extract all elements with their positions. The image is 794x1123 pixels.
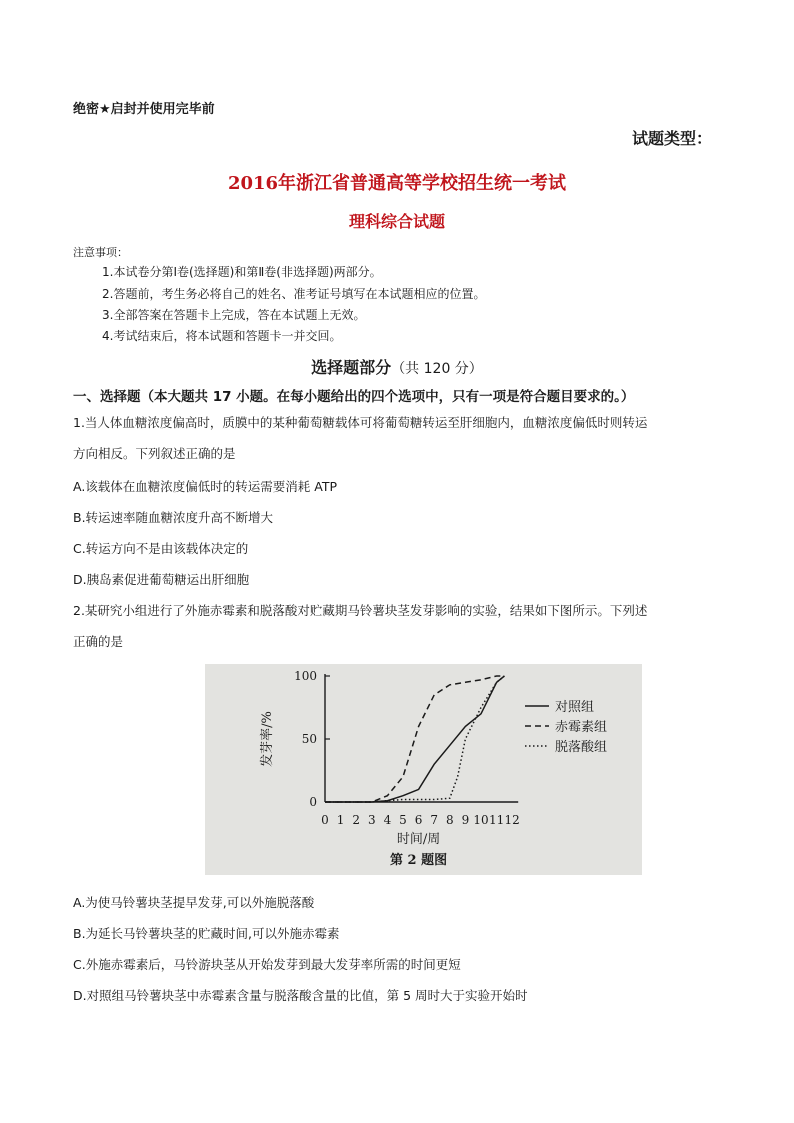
series-line-1 <box>325 676 504 802</box>
x-tick-label: 9 <box>461 813 470 827</box>
section-title <box>0 355 794 378</box>
x-tick-label: 8 <box>445 813 454 827</box>
legend-label: 脱落酸组 <box>555 740 608 755</box>
legend-label: 赤霉素组 <box>555 720 608 735</box>
question-1-stem: 1.当人体血糖浓度偏高时，质膜中的某种葡萄糖载体可将葡萄糖转运至肝细胞内，血糖浓度偏低时则转运 <box>73 415 648 430</box>
question-1-option-c: C.转运方向不是由该载体决定的 <box>73 541 249 556</box>
note-item: 2.答题前，考生务必将自己的姓名、准考证号填写在本试题相应的位置。 <box>102 287 486 301</box>
x-axis-label: 时间/周 <box>396 832 441 847</box>
question-type-label: 试题类型： <box>631 129 712 148</box>
y-tick-label: 0 <box>309 795 317 809</box>
note-item: 3.全部答案在答题卡上完成，答在本试题上无效。 <box>102 308 366 322</box>
chart-svg <box>205 664 642 875</box>
x-tick-label: 10 <box>473 813 489 827</box>
note-item: 1.本试卷分第Ⅰ卷(选择题)和第Ⅱ卷(非选择题)两部分。 <box>102 265 382 279</box>
y-tick-label: 100 <box>294 669 317 683</box>
exam-subtitle: 理科综合试题 <box>348 212 445 231</box>
x-tick-label: 11 <box>488 813 505 827</box>
question-1-option-a: A.该载体在血糖浓度偏低时的转运需要消耗 ATP <box>73 479 338 494</box>
x-tick-label: 4 <box>383 813 392 827</box>
legend-label: 对照组 <box>555 700 595 715</box>
x-tick-label: 6 <box>414 813 423 827</box>
x-tick-label: 1 <box>336 813 345 827</box>
notes-heading: 注意事项： <box>73 246 128 259</box>
x-tick-label: 5 <box>399 813 407 827</box>
question-2-option-b: B.为延长马铃薯块茎的贮藏时间,可以外施赤霉素 <box>73 926 340 941</box>
exam-title: 2016年浙江省普通高等学校招生统一考试 <box>227 173 567 194</box>
x-tick-label: 12 <box>504 813 520 827</box>
section-score: （共 120 分） <box>391 361 483 377</box>
question-1-stem-cont: 方向相反。下列叙述正确的是 <box>73 446 236 461</box>
question-2-stem: 2.某研究小组进行了外施赤霉素和脱落酸对贮藏期马铃薯块茎发芽影响的实验，结果如下图所示。下列述 <box>73 603 648 618</box>
question-1-option-b: B.转运速率随血糖浓度升高不断增大 <box>73 510 274 525</box>
question-2-option-d: D.对照组马铃薯块茎中赤霉素含量与脱落酸含量的比值，第 5 周时大于实验开始时 <box>73 988 528 1003</box>
y-tick-label: 50 <box>301 732 317 746</box>
x-tick-label: 2 <box>352 813 361 827</box>
germination-chart <box>205 664 642 875</box>
y-axis-label: 发芽率/% <box>260 711 275 767</box>
question-2-stem-cont: 正确的是 <box>73 634 124 649</box>
confidential-notice: 绝密★启封并使用完毕前 <box>73 102 215 117</box>
question-2-option-a: A.为使马铃薯块茎提早发芽,可以外施脱落酸 <box>73 895 315 910</box>
question-2-option-c: C.外施赤霉素后，马铃游块茎从开始发芽到最大发芽率所需的时间更短 <box>73 957 461 972</box>
x-tick-label: 3 <box>367 813 376 827</box>
part-heading: 一、选择题（本大题共 17 小题。在每小题给出的四个选项中，只有一项是符合题目要求的。） <box>73 389 635 405</box>
question-1-option-d: D.胰岛素促进葡萄糖运出肝细胞 <box>73 572 250 587</box>
section-title-text: 选择题部分 <box>311 358 392 377</box>
x-tick-label: 7 <box>430 813 439 827</box>
series-line-3 <box>325 676 504 802</box>
note-item: 4.考试结束后，将本试题和答题卡一并交回。 <box>102 329 342 343</box>
x-tick-label: 0 <box>321 813 329 827</box>
series-line-2 <box>325 676 504 802</box>
figure-caption: 第 2 题图 <box>390 853 448 868</box>
